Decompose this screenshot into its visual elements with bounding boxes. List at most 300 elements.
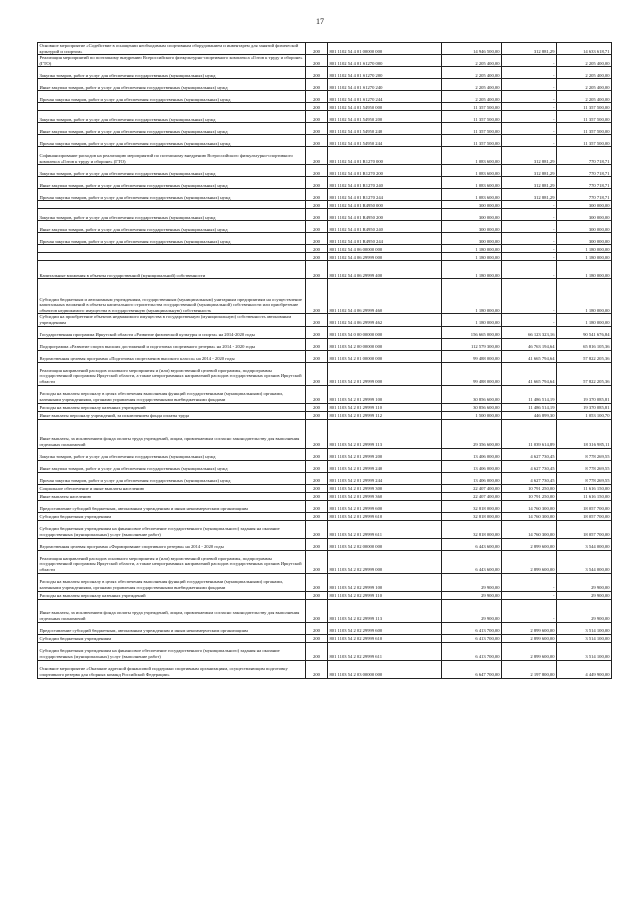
row-grbs-cell: 200 [306,201,328,209]
row-grbs-cell: 200 [306,91,328,103]
row-plan-cell: 13 406 000,00 [442,472,502,484]
row-rest-cell: 57 822 205,36 [557,350,612,362]
row-name-cell: Закупка товаров, работ и услуг для обеспечения государственных (муниципальных) нужд [38,448,306,460]
row-name-cell: Социальное обеспечение и иные выплаты населению [38,484,306,492]
row-name-cell: Иные выплаты персоналу учреждений, за исключением фонда оплаты труда [38,411,306,419]
row-grbs-cell: 200 [306,550,328,573]
row-exec-cell: 41 665 794,64 [502,362,557,385]
table-row [38,350,612,362]
row-name-cell: Софинансирование расходов на реализацию мероприятий по поэтапному внедрению Всероссийского физкультурно-спортивного комплекса «Готов к труду и обороне» (ГТО) [38,147,306,165]
table-row [38,135,612,147]
row-rest-cell: 19 370 085,81 [557,385,612,403]
row-name-cell: Основное мероприятие «Содействие в оснащении необходимым спортивным оборудованием и инвентарем для занятий физической культурой и спортом» [38,43,306,55]
row-code-cell: 801 1103 54 2 00 00000 000 [328,338,442,350]
row-exec-cell: - [502,103,557,111]
row-exec-cell: - [502,67,557,79]
table-row [38,403,612,411]
row-code-cell: 801 1103 54 2 01 29999 112 [328,411,442,419]
row-grbs-cell: 200 [306,67,328,79]
row-plan-cell: 1 083 600,00 [442,147,502,165]
row-name-cell: Иные закупки товаров, работ и услуг для обеспечения государственных (муниципальных) нужд [38,123,306,135]
row-rest-cell: 18 057 700,00 [557,512,612,520]
row-grbs-cell: 200 [306,350,328,362]
row-name-cell: Субсидии бюджетным учреждениям на финансовое обеспечение государственного (муниципального) задания на оказание государственных (муниципальных) услуг (выполнение работ) [38,520,306,538]
row-grbs-cell: 200 [306,338,328,350]
row-rest-cell: 3 544 000,00 [557,550,612,573]
table-row [38,622,612,634]
row-plan-cell: 11 357 500,00 [442,123,502,135]
row-code-cell: 801 1102 54 4 01 R1270 240 [328,177,442,189]
row-grbs-cell: 200 [306,500,328,512]
row-rest-cell: 770 718,71 [557,165,612,177]
row-exec-cell: - [502,279,557,314]
row-name-cell: Субсидии бюджетным учреждениям [38,512,306,520]
row-exec-cell: 312 881,29 [502,147,557,165]
table-row [38,326,612,338]
table-row [38,103,612,111]
row-plan-cell: 1 180 000,00 [442,279,502,314]
row-exec-cell: 4 627 730,45 [502,472,557,484]
row-name-cell: Предоставление субсидий бюджетным, автономным учреждениям и иным некоммерческим организациям [38,500,306,512]
table-row [38,245,612,253]
row-grbs-cell: 200 [306,79,328,91]
row-rest-cell: 11 357 500,00 [557,111,612,123]
row-plan-cell: 29 900,00 [442,591,502,599]
row-exec-cell: 66 123 323,16 [502,326,557,338]
row-name-cell: Основное мероприятие «Оказание адресной финансовой поддержки спортивным организациям, осуществляющим подготовку спортивного резерва для сборных команд Российской Федерации» [38,660,306,678]
row-rest-cell: 8 778 269,55 [557,472,612,484]
row-code-cell: 801 1102 54 4 06 29999 462 [328,314,442,326]
row-name-cell: Иные закупки товаров, работ и услуг для обеспечения государственных (муниципальных) нужд [38,460,306,472]
row-grbs-cell: 200 [306,177,328,189]
row-grbs-cell: 200 [306,411,328,419]
row-name-cell: Реализация направлений расходов основного мероприятия и (или) ведомственной целевой программы, подпрограммы государственной программы Иркутской области, а также непрограммных направлений расходов государственных органов Иркутской области [38,362,306,385]
row-name-cell [38,245,306,253]
row-rest-cell: 11 616 150,00 [557,492,612,500]
row-rest-cell: 770 718,71 [557,147,612,165]
row-plan-cell: 11 357 500,00 [442,111,502,123]
row-code-cell: 801 1103 54 2 01 29999 300 [328,484,442,492]
row-rest-cell: 18 057 700,00 [557,500,612,512]
row-rest-cell: 4 449 900,00 [557,660,612,678]
table-body [38,43,612,679]
row-grbs-cell: 200 [306,209,328,221]
row-name-cell: Иные закупки товаров, работ и услуг для обеспечения государственных (муниципальных) нужд [38,177,306,189]
row-grbs-cell: 200 [306,492,328,500]
row-rest-cell: 2 205 400,00 [557,67,612,79]
row-exec-cell: - [502,135,557,147]
row-name-cell: Расходы на выплаты персоналу в целях обеспечения выполнения функций государственными (муниципальными) органами, казенными учреждениями, органами управления государственными внебюджетными фондами [38,573,306,591]
table-row [38,43,612,55]
row-plan-cell: 14 946 500,00 [442,43,502,55]
row-exec-cell: 2 899 600,00 [502,622,557,634]
table-row [38,472,612,484]
row-code-cell: 801 1103 54 2 01 29999 100 [328,385,442,403]
table-row [38,538,612,550]
table-row [38,520,612,538]
table-row [38,591,612,599]
row-rest-cell: 19 370 085,81 [557,403,612,411]
row-name-cell: Реализация мероприятий по поэтапному внедрению Всероссийского физкультурно-спортивного комплекса «Готов к труду и обороне» (ГТО) [38,55,306,67]
row-code-cell: 801 1103 54 2 03 00000 000 [328,660,442,678]
table-row [38,177,612,189]
row-code-cell: 801 1102 54 4 01 S1270 200 [328,67,442,79]
row-plan-cell: 1 180 000,00 [442,261,502,279]
row-plan-cell: 99 488 000,00 [442,350,502,362]
row-grbs-cell: 200 [306,448,328,460]
row-exec-cell: 14 760 300,00 [502,520,557,538]
row-code-cell: 801 1102 54 4 01 R4950 244 [328,233,442,245]
row-code-cell: 801 1102 54 4 01 S1270 240 [328,79,442,91]
row-code-cell: 801 1103 54 2 02 00000 000 [328,538,442,550]
row-exec-cell: 41 665 794,64 [502,350,557,362]
row-plan-cell: 112 579 300,00 [442,338,502,350]
row-exec-cell: - [502,591,557,599]
table-row [38,189,612,201]
row-grbs-cell: 200 [306,472,328,484]
row-grbs-cell: 200 [306,403,328,411]
row-plan-cell: 1 083 600,00 [442,165,502,177]
row-name-cell: Иные выплаты, за исключением фонда оплаты труда учреждений, лицам, привлекаемым согласно законодательству для выполнения отдельных полномочий [38,419,306,448]
row-grbs-cell: 200 [306,189,328,201]
row-plan-cell: 6 443 600,00 [442,550,502,573]
row-grbs-cell: 200 [306,279,328,314]
row-exec-cell: 446 899,30 [502,411,557,419]
row-code-cell: 801 1103 54 2 01 29999 610 [328,512,442,520]
row-name-cell: Прочая закупка товаров, работ и услуг для обеспечения государственных (муниципальных) нужд [38,189,306,201]
row-name-cell: Расходы на выплаты персоналу казенных учреждений [38,591,306,599]
row-grbs-cell: 200 [306,622,328,634]
row-rest-cell: 3 514 100,00 [557,642,612,660]
row-grbs-cell: 200 [306,520,328,538]
row-rest-cell: 65 816 105,36 [557,338,612,350]
row-exec-cell: 10 791 250,00 [502,484,557,492]
budget-execution-table [37,42,612,679]
row-rest-cell: 18 057 700,00 [557,520,612,538]
row-name-cell: Закупка товаров, работ и услуг для обеспечения государственных (муниципальных) нужд [38,209,306,221]
row-code-cell: 801 1102 54 4 01 R4950 000 [328,201,442,209]
row-exec-cell: - [502,314,557,326]
row-exec-cell: 10 791 250,00 [502,492,557,500]
table-row [38,233,612,245]
table-row [38,460,612,472]
table-row [38,67,612,79]
table-row [38,55,612,67]
row-exec-cell: 2 899 600,00 [502,538,557,550]
table-row [38,550,612,573]
row-plan-cell: 1 180 000,00 [442,253,502,261]
row-code-cell: 801 1102 54 4 06 29999 400 [328,261,442,279]
table-row [38,385,612,403]
row-code-cell: 801 1102 54 4 06 29999 460 [328,279,442,314]
row-plan-cell: 11 357 500,00 [442,135,502,147]
row-name-cell: Субсидии бюджетным и автономным учреждениям, государственным (муниципальным) унитарным предприятиям на осуществление капитальных вложений в объекты капитального строительства государственной (муниципальной) собственности или приобретение объектов недвижимого имущества в государственную (муниципальную) собственность [38,279,306,314]
table-row [38,338,612,350]
table-row [38,314,612,326]
row-name-cell: Субсидии бюджетным учреждениям на финансовое обеспечение государственного (муниципального) задания на оказание государственных (муниципальных) услуг (выполнение работ) [38,642,306,660]
row-grbs-cell: 200 [306,484,328,492]
row-exec-cell: 4 627 730,45 [502,448,557,460]
row-name-cell: Ведомственная целевая программа «Подготовка спортсменов высокого класса» на 2014 - 2020 годы [38,350,306,362]
row-name-cell: Иные закупки товаров, работ и услуг для обеспечения государственных (муниципальных) нужд [38,221,306,233]
row-name-cell: Расходы на выплаты персоналу в целях обеспечения выполнения функций государственными (муниципальными) органами, казенными учреждениями, органами управления государственными внебюджетными фондами [38,385,306,403]
row-plan-cell: 99 488 000,00 [442,362,502,385]
row-exec-cell: - [502,261,557,279]
row-grbs-cell: 200 [306,55,328,67]
row-rest-cell: 1 180 000,00 [557,261,612,279]
row-plan-cell: 1 180 000,00 [442,314,502,326]
row-code-cell: 801 1103 54 2 01 29999 600 [328,500,442,512]
row-plan-cell: 22 407 400,00 [442,492,502,500]
row-code-cell: 801 1103 54 2 02 29999 600 [328,622,442,634]
table-row [38,448,612,460]
table-row [38,634,612,642]
row-grbs-cell: 200 [306,103,328,111]
row-plan-cell: 6 413 700,00 [442,622,502,634]
row-exec-cell: - [502,599,557,622]
row-rest-cell: 29 900,00 [557,573,612,591]
row-rest-cell: 3 514 100,00 [557,622,612,634]
row-rest-cell: 300 000,00 [557,209,612,221]
row-plan-cell: 11 357 500,00 [442,103,502,111]
row-exec-cell: - [502,91,557,103]
row-rest-cell: 8 778 269,55 [557,460,612,472]
row-code-cell: 801 1102 54 4 01 S1270 244 [328,91,442,103]
row-name-cell: Иные закупки товаров, работ и услуг для обеспечения государственных (муниципальных) нужд [38,79,306,91]
row-rest-cell: 770 718,71 [557,189,612,201]
row-name-cell: Государственная программа Иркутской области «Развитие физической культуры и спорта» на 2014-2020 годы [38,326,306,338]
table-row [38,79,612,91]
table-row [38,419,612,448]
row-rest-cell: 29 900,00 [557,591,612,599]
row-name-cell: Субсидии бюджетным учреждениям [38,634,306,642]
row-code-cell: 801 1102 54 4 01 R1270 000 [328,147,442,165]
row-grbs-cell: 200 [306,221,328,233]
row-name-cell: Капитальные вложения в объекты государственной (муниципальной) собственности [38,261,306,279]
row-plan-cell: 29 900,00 [442,599,502,622]
row-rest-cell: 18 316 985,11 [557,419,612,448]
row-code-cell: 801 1103 54 2 01 29999 113 [328,419,442,448]
row-plan-cell: 29 900,00 [442,573,502,591]
row-exec-cell: - [502,209,557,221]
row-plan-cell: 1 180 000,00 [442,245,502,253]
row-plan-cell: 6 443 600,00 [442,538,502,550]
row-rest-cell: 3 514 100,00 [557,634,612,642]
row-exec-cell: - [502,233,557,245]
row-rest-cell: 11 616 150,00 [557,484,612,492]
row-plan-cell: 13 406 000,00 [442,448,502,460]
table-row [38,209,612,221]
row-code-cell: 801 1102 54 4 01 54950 000 [328,103,442,111]
row-rest-cell: 8 778 269,55 [557,448,612,460]
row-rest-cell: 2 205 400,00 [557,91,612,103]
table-row [38,500,612,512]
row-plan-cell: 6 647 700,00 [442,660,502,678]
row-name-cell: Иные выплаты населению [38,492,306,500]
row-grbs-cell: 200 [306,43,328,55]
row-grbs-cell: 200 [306,233,328,245]
table-row [38,660,612,678]
row-grbs-cell: 200 [306,165,328,177]
row-rest-cell: 300 000,00 [557,201,612,209]
row-grbs-cell: 200 [306,460,328,472]
row-grbs-cell: 200 [306,591,328,599]
row-code-cell: 801 1103 54 2 02 29999 113 [328,599,442,622]
row-name-cell: Иные выплаты, за исключением фонда оплаты труда учреждений, лицам, привлекаемым согласно законодательству для выполнения отдельных полномочий [38,599,306,622]
row-grbs-cell: 200 [306,314,328,326]
row-rest-cell: 1 180 000,00 [557,253,612,261]
row-code-cell: 801 1103 54 2 01 29999 000 [328,362,442,385]
row-plan-cell: 32 818 000,00 [442,500,502,512]
row-name-cell [38,253,306,261]
table-row [38,261,612,279]
page-number: 17 [316,17,324,26]
row-plan-cell: 2 205 400,00 [442,91,502,103]
row-plan-cell: 1 083 600,00 [442,189,502,201]
row-exec-cell: - [502,573,557,591]
row-exec-cell: - [502,111,557,123]
row-exec-cell: 4 627 730,45 [502,460,557,472]
row-name-cell: Закупка товаров, работ и услуг для обеспечения государственных (муниципальных) нужд [38,111,306,123]
row-rest-cell: 2 205 400,00 [557,79,612,91]
row-plan-cell: 300 000,00 [442,209,502,221]
row-grbs-cell: 200 [306,261,328,279]
row-rest-cell: 1 053 100,70 [557,411,612,419]
row-code-cell: 801 1102 54 4 01 R4950 200 [328,209,442,221]
row-rest-cell: 57 822 205,36 [557,362,612,385]
table-row [38,147,612,165]
row-code-cell: 801 1103 54 2 01 29999 200 [328,448,442,460]
row-exec-cell: 2 899 600,00 [502,642,557,660]
row-code-cell: 801 1102 54 4 01 R4950 240 [328,221,442,233]
row-exec-cell: 11 486 514,19 [502,403,557,411]
row-exec-cell: 14 760 300,00 [502,500,557,512]
row-plan-cell: 1 500 000,00 [442,411,502,419]
row-rest-cell: 300 000,00 [557,233,612,245]
row-code-cell: 801 1103 54 2 01 29999 244 [328,472,442,484]
row-code-cell: 801 1102 54 4 01 R1270 200 [328,165,442,177]
table-row [38,642,612,660]
row-plan-cell: 300 000,00 [442,221,502,233]
row-code-cell: 801 1103 54 2 02 29999 000 [328,550,442,573]
row-grbs-cell: 200 [306,538,328,550]
row-exec-cell: 312 881,29 [502,177,557,189]
row-code-cell: 801 1102 54 4 06 00000 000 [328,245,442,253]
row-code-cell: 801 1102 54 4 01 54950 244 [328,135,442,147]
row-code-cell: 801 1103 54 0 00 00000 000 [328,326,442,338]
row-grbs-cell: 200 [306,147,328,165]
row-name-cell: Прочая закупка товаров, работ и услуг для обеспечения государственных (муниципальных) нужд [38,91,306,103]
row-code-cell: 801 1102 54 4 01 54950 240 [328,123,442,135]
row-exec-cell: - [502,201,557,209]
row-name-cell: Закупка товаров, работ и услуг для обеспечения государственных (муниципальных) нужд [38,67,306,79]
row-name-cell: Предоставление субсидий бюджетным, автономным учреждениям и иным некоммерческим организациям [38,622,306,634]
row-exec-cell: 46 763 194,64 [502,338,557,350]
row-rest-cell: 770 718,71 [557,177,612,189]
row-exec-cell: 11 486 514,19 [502,385,557,403]
table-row [38,362,612,385]
row-exec-cell: 2 899 600,00 [502,634,557,642]
row-exec-cell: - [502,253,557,261]
table-row [38,165,612,177]
row-name-cell [38,201,306,209]
row-exec-cell: 14 760 300,00 [502,512,557,520]
table-row [38,123,612,135]
row-plan-cell: 32 818 000,00 [442,512,502,520]
row-plan-cell: 2 205 400,00 [442,67,502,79]
row-name-cell: Прочая закупка товаров, работ и услуг для обеспечения государственных (муниципальных) нужд [38,233,306,245]
row-name-cell: Прочая закупка товаров, работ и услуг для обеспечения государственных (муниципальных) нужд [38,135,306,147]
table-row [38,484,612,492]
row-code-cell: 801 1103 54 2 01 29999 240 [328,460,442,472]
row-code-cell: 801 1102 54 4 06 29999 000 [328,253,442,261]
row-exec-cell: - [502,245,557,253]
row-exec-cell: 2 899 600,00 [502,550,557,573]
table-row [38,599,612,622]
row-grbs-cell: 200 [306,642,328,660]
table-row [38,111,612,123]
row-rest-cell: 3 544 000,00 [557,538,612,550]
row-code-cell: 801 1103 54 2 02 29999 110 [328,591,442,599]
row-plan-cell: 2 205 400,00 [442,79,502,91]
row-rest-cell: 1 180 000,00 [557,245,612,253]
row-name-cell [38,103,306,111]
row-exec-cell: - [502,79,557,91]
row-grbs-cell: 200 [306,245,328,253]
row-plan-cell: 13 406 000,00 [442,460,502,472]
row-name-cell: Расходы на выплаты персоналу казенных учреждений [38,403,306,411]
row-name-cell: Субсидии на приобретение объектов недвижимого имущества в государственную (муниципальную) собственность автономным учреждениям [38,314,306,326]
row-plan-cell: 6 413 700,00 [442,634,502,642]
row-plan-cell: 32 818 000,00 [442,520,502,538]
row-code-cell: 801 1102 54 4 01 R1270 244 [328,189,442,201]
table-row [38,492,612,500]
row-grbs-cell: 200 [306,362,328,385]
table-row [38,573,612,591]
row-code-cell: 801 1103 54 2 02 29999 100 [328,573,442,591]
row-name-cell: Реализация направлений расходов основного мероприятия и (или) ведомственной целевой программы, подпрограммы государственной программы Иркутской области, а также непрограммных направлений расходов государственных органов Иркутской области [38,550,306,573]
row-exec-cell: - [502,221,557,233]
row-grbs-cell: 200 [306,253,328,261]
row-plan-cell: 1 083 600,00 [442,177,502,189]
row-code-cell: 801 1103 54 2 01 29999 360 [328,492,442,500]
row-rest-cell: 29 900,00 [557,599,612,622]
table-row [38,512,612,520]
row-name-cell: Ведомственная целевая программа «Формирование спортивного резерва» на 2014 - 2020 годы [38,538,306,550]
row-grbs-cell: 200 [306,385,328,403]
row-plan-cell: 2 205 400,00 [442,55,502,67]
row-code-cell: 801 1103 54 2 02 29999 611 [328,642,442,660]
row-grbs-cell: 200 [306,660,328,678]
row-grbs-cell: 200 [306,512,328,520]
table-row [38,221,612,233]
table-row [38,201,612,209]
row-rest-cell: 1 180 000,00 [557,314,612,326]
row-exec-cell: 312 881,29 [502,43,557,55]
row-plan-cell: 29 356 600,00 [442,419,502,448]
row-rest-cell: 1 180 000,00 [557,279,612,314]
row-rest-cell: 11 357 500,00 [557,123,612,135]
row-rest-cell: 11 357 500,00 [557,135,612,147]
row-name-cell: Подпрограмма «Развитие спорта высших достижений и подготовка спортивного резерва» на 2014 - 2020 годы [38,338,306,350]
table-row [38,279,612,314]
table-row [38,253,612,261]
row-exec-cell: - [502,123,557,135]
table-row [38,91,612,103]
row-exec-cell: 11 039 614,89 [502,419,557,448]
row-plan-cell: 6 413 700,00 [442,642,502,660]
row-plan-cell: 156 665 000,00 [442,326,502,338]
